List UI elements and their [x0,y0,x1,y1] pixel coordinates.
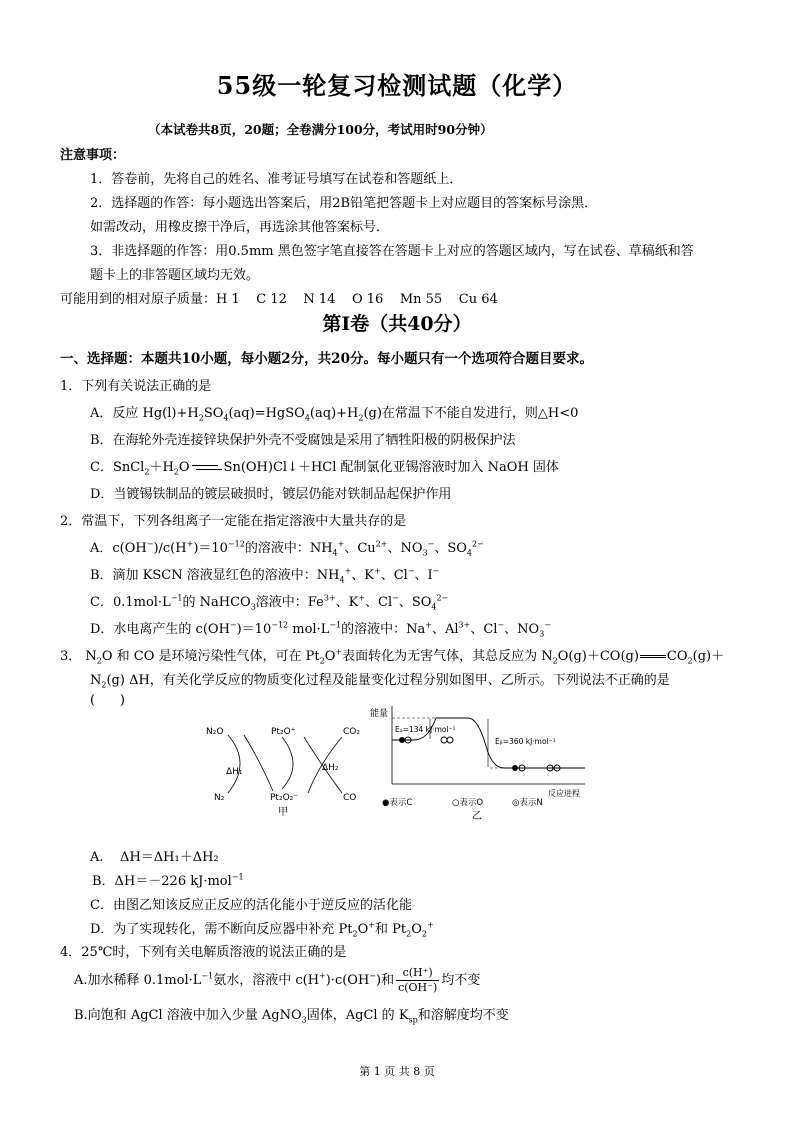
fig-jia-arrow-left-2 [244,735,273,791]
q4-option-a: A.加水稀释 $0.1mol\cdot L^{-1}$氨水，溶液中 c(H+)·c(OH−)和 $\frac{c(H^+)}{c(OH^-)}$ 均不变 [74,966,481,994]
notes-heading: 注意事项： [60,148,126,163]
q3-option-d: D．为了实现转化，需不断向反应器中补充 $Pt_2O^+$和 $Pt_2O_2^+$ [90,920,434,939]
q4-stem: 4．25℃时，下列有关电解质溶液的说法正确的是 [60,945,347,960]
fig-jia-n2: N₂ [214,793,225,803]
q3-answer-blank: ( ) [90,693,125,708]
fig-yi-n-atom-icon [447,737,453,743]
fig-yi-legend-o: ○表示O [452,798,484,808]
q3-stem-line1: 3． $N_2O$ 和 CO 是环境污染性气体，可在 $Pt_2O^+$表面转化为无害气体，其总反应为 $N_2O(g)+CO(g)$ $CO_2(g)+$ [60,647,725,666]
fig-yi-eb: Eᵦ=360 kJ·mol⁻¹ [495,737,556,746]
q4-option-b: B.向饱和 AgCl 溶液中加入少量 AgNO$_3$固体，AgCl 的 $K_{sp}$和溶解度均不变 [74,1008,509,1025]
note-item-2b: 如需改动，用橡皮擦干净后，再选涂其他答案标号． [90,220,390,235]
fig-yi-caption: 乙 [472,811,482,822]
page-footer: 第 1 页 共 8 页 [359,1065,435,1078]
fig-yi-ea: Eₐ=134 kJ·mol⁻¹ [395,725,456,734]
page-title: 55级一轮复习检测试题（化学） [216,71,578,100]
fig-jia-co2: CO₂ [343,727,360,737]
q3-option-c: C．由图乙知该反应正反应的活化能小于逆反应的活化能 [90,898,412,913]
equals-sign-icon [640,655,666,658]
figure-jia [200,715,375,820]
fig-yi-y-axis: 能量 [370,709,389,719]
fig-jia-dh1: ΔH₁ [226,767,243,777]
note-item-1: 1．答卷前，先将自己的姓名、准考证号填写在试卷和答题纸上． [90,172,463,187]
note-item-2: 2．选择题的作答：每小题选出答案后，用2B铅笔把答题卡上对应题目的答案标号涂黑． [90,196,598,211]
q2-option-b: B．滴加 KSCN 溶液显红色的溶液中：$NH_4^+$、K+、Cl−、I− [90,566,440,585]
figure-yi [370,702,595,822]
fig-yi-c-atom-icon [512,765,518,771]
fig-yi-x-axis: 反应进程 [548,789,580,798]
q3-option-b: B．ΔH＝－226 kJ·mol$^{-1}$ [92,872,244,889]
fig-jia-dh2: ΔH₂ [322,763,339,773]
q2-option-d: D．水电离产生的 $c(OH^-)=10^{-12}$ $mol\cdot L^{-1}$的溶液中：Na+、$Al^{3+}$、Cl−、$NO_3^-$ [90,620,551,639]
q3-option-a: A. ΔH＝ΔH₁＋ΔH₂ [90,850,219,865]
fig-jia-pt2o2: Pt₂O₂⁻ [270,793,299,803]
q4-fraction: $\frac{c(H^+)}{c(OH^-)}$ [398,966,438,994]
q2-option-a: A．$c(OH^-)/c(H^+)=10^{-12}$的溶液中：$NH_4^+$、$Cu^{2+}$、$NO_3^-$、$SO_4^{2-}$ [90,539,484,558]
fig-jia-arrow-mid-1 [282,737,293,789]
q1-option-d: D．当镀锡铁制品的镀层破损时，镀层仍能对铁制品起保护作用 [90,487,452,502]
fig-jia-co: CO [343,793,357,803]
fig-jia-n2o: N₂O [206,727,224,737]
q2-option-c: C．$0.1mol\cdot L^{-1}$的 NaHCO$_3$溶液中：$Fe^{3+}$、K+、Cl−、$SO_4^{2-}$ [90,593,449,612]
atomic-masses: 可能用到的相对原子质量：H 1 C 12 N 14 O 16 Mn 55 Cu 64 [60,292,498,307]
fig-yi-legend-n: ◎表示N [512,798,543,808]
note-item-3: 3．非选择题的作答：用0.5mm 黑色签字笔直接答在答题卡上对应的答题区域内，写在试卷、草稿纸和答 [90,244,694,259]
equilibrium-arrow-icon [192,463,222,473]
part-title: 第Ⅰ卷（共40分） [322,313,472,335]
section-heading: 一、选择题：本题共10小题，每小题2分，共20分。每小题只有一个选项符合题目要求。 [60,351,593,367]
q1-option-b: B．在海轮外壳连接锌块保护外壳不受腐蚀是采用了牺牲阳极的阴极保护法 [90,433,516,448]
q1-option-c: C．$SnCl_2+H_2O$ Sn(OH)Cl↓＋HCl 配制氯化亚锡溶液时加入 NaOH 固体 [90,460,559,477]
fig-jia-arrow-left-1 [228,735,240,793]
q2-stem: 2．常温下，下列各组离子一定能在指定溶液中大量共存的是 [60,514,407,529]
fig-jia-caption: 甲 [278,807,288,818]
exam-info: （本试卷共8页，20题；全卷满分100分，考试用时90分钟） [148,122,493,137]
fig-yi-legend-c: ●表示C [382,798,413,808]
q1-option-a: A．反应 $Hg(l)+H_2SO_4(aq)=HgSO_4(aq)+H_2(g)$在常温下不能自发进行，则△H<0 [90,406,579,423]
fig-yi-c-atom-icon [399,737,405,743]
q3-stem-line2: $N_2(g)$ ΔH，有关化学反应的物质变化过程及能量变化过程分别如图甲、乙所示。下列说法不正确的是 [90,673,670,690]
fig-jia-pt2o-plus: Pt₂O⁺ [271,727,296,737]
note-item-3b: 题卡上的非答题区域均无效。 [90,268,260,283]
fig-yi-o-atom-icon [441,737,447,743]
q1-stem: 1．下列有关说法正确的是 [60,379,212,394]
